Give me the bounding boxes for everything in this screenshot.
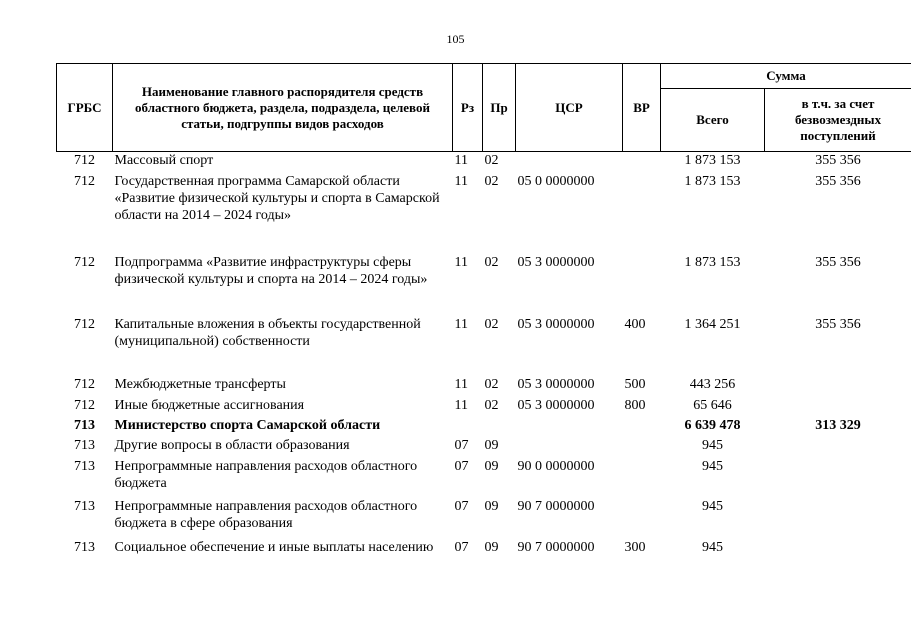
header-name: Наименование главного распорядителя средств областного бюджета, раздела, подраздела, целевой статьи, подгруппы видов расходов: [113, 64, 453, 152]
grbs-cell: 713: [74, 539, 95, 555]
csr-cell: 05 3 0000000: [517, 254, 595, 270]
csr-cell: 90 7 0000000: [517, 539, 595, 555]
free-cell: 355 356: [815, 254, 861, 270]
free-cell: [765, 539, 911, 575]
total-cell: 443 256: [689, 376, 736, 392]
pr-cell: 02: [484, 173, 499, 189]
total-cell: 1 873 153: [684, 254, 741, 270]
header-total: Всего: [661, 89, 765, 152]
pr-cell: 09: [484, 458, 499, 474]
header-grbs: ГРБС: [57, 64, 113, 152]
grbs-cell: 713: [74, 417, 95, 433]
name-cell: Социальное обеспечение и иные выплаты населению: [114, 539, 434, 555]
header-sum: Сумма: [661, 64, 911, 89]
table-body: [57, 152, 911, 575]
page-number: 105: [446, 32, 465, 46]
grbs-cell: 713: [74, 437, 95, 453]
vr-cell: [623, 498, 661, 539]
table-header: [57, 64, 911, 152]
free-cell: [765, 458, 911, 498]
total-cell: 945: [702, 458, 723, 474]
header-rz: Рз: [453, 64, 483, 152]
free-cell: 313 329: [815, 417, 861, 433]
grbs-cell: 712: [74, 316, 95, 332]
rz-cell: 07: [454, 498, 469, 514]
table-row: [57, 417, 911, 437]
rz-cell: [453, 417, 483, 437]
rz-cell: 11: [454, 316, 468, 332]
total-cell: 65 646: [693, 397, 732, 413]
table-row: [57, 539, 911, 575]
table-row: [57, 316, 911, 376]
name-cell: Межбюджетные трансферты: [114, 376, 286, 392]
rz-cell: 07: [454, 539, 469, 555]
vr-cell: 300: [624, 539, 646, 555]
grbs-cell: 713: [74, 498, 95, 514]
name-cell: Непрограммные направления расходов областного бюджета: [114, 458, 418, 491]
csr-cell: 90 7 0000000: [517, 498, 595, 514]
csr-cell: 90 0 0000000: [517, 458, 595, 474]
pr-cell: 02: [484, 376, 499, 392]
total-cell: 945: [702, 539, 723, 555]
header-pr: Пр: [483, 64, 516, 152]
pr-cell: 09: [484, 539, 499, 555]
rz-cell: 11: [454, 254, 468, 270]
pr-cell: 02: [484, 316, 499, 332]
vr-cell: [623, 173, 661, 254]
table-row: [57, 254, 911, 316]
table-row: [57, 437, 911, 458]
csr-cell: 05 0 0000000: [517, 173, 595, 189]
grbs-cell: 712: [74, 254, 95, 270]
vr-cell: 800: [624, 397, 646, 413]
rz-cell: 11: [454, 397, 468, 413]
free-cell: 355 356: [815, 316, 861, 332]
csr-cell: [516, 417, 623, 437]
free-cell: [765, 376, 911, 397]
grbs-cell: 712: [74, 153, 95, 168]
csr-cell: [516, 437, 623, 458]
header-free: в т.ч. за счет безвозмездных поступлений: [765, 89, 911, 152]
rz-cell: 07: [454, 458, 469, 474]
name-cell: Министерство спорта Самарской области: [114, 417, 381, 433]
vr-cell: [623, 458, 661, 498]
table-row: [57, 397, 911, 417]
grbs-cell: 712: [74, 376, 95, 392]
vr-cell: 400: [624, 316, 646, 332]
csr-cell: 05 3 0000000: [517, 316, 595, 332]
total-cell: 945: [702, 437, 723, 453]
header-vr: ВР: [623, 64, 661, 152]
pr-cell: 09: [484, 498, 499, 514]
name-cell: Капитальные вложения в объекты государственной (муниципальной) собственности: [114, 316, 421, 349]
free-cell: 355 356: [815, 173, 861, 189]
free-cell: [765, 437, 911, 458]
free-cell: [765, 397, 911, 417]
vr-cell: [623, 437, 661, 458]
total-cell: 945: [702, 498, 723, 514]
name-cell: Массовый спорт: [114, 153, 214, 168]
total-cell: 1 873 153: [684, 173, 741, 189]
name-cell: Другие вопросы в области образования: [114, 437, 350, 453]
total-cell: 1 873 153: [684, 153, 741, 168]
free-cell: [765, 498, 911, 539]
pr-cell: [483, 417, 516, 437]
csr-cell: 05 3 0000000: [517, 376, 595, 392]
total-cell: 6 639 478: [684, 417, 741, 433]
pr-cell: 02: [484, 153, 499, 168]
grbs-cell: 712: [74, 173, 95, 189]
budget-table: [56, 63, 911, 575]
vr-cell: [623, 152, 661, 173]
table-row: [57, 458, 911, 498]
name-cell: Непрограммные направления расходов областного бюджета в сфере образования: [114, 498, 418, 531]
grbs-cell: 713: [74, 458, 95, 474]
rz-cell: 11: [454, 173, 468, 189]
name-cell: Государственная программа Самарской области «Развитие физической культуры и спорта в Самарской области на 2014 – 2024 годы»: [114, 173, 440, 223]
table-row: [57, 152, 911, 173]
pr-cell: 02: [484, 254, 499, 270]
vr-cell: 500: [624, 376, 646, 392]
pr-cell: 02: [484, 397, 499, 413]
rz-cell: 11: [454, 376, 468, 392]
rz-cell: 07: [454, 437, 469, 453]
csr-cell: 05 3 0000000: [517, 397, 595, 413]
csr-cell: [516, 152, 623, 173]
pr-cell: 09: [484, 437, 499, 453]
rz-cell: 11: [454, 153, 468, 168]
header-csr: ЦСР: [516, 64, 623, 152]
name-cell: Подпрограмма «Развитие инфраструктуры сферы физической культуры и спорта на 2014 – 2024 годы»: [114, 254, 428, 287]
table-row: [57, 376, 911, 397]
vr-cell: [623, 417, 661, 437]
table-row: [57, 498, 911, 539]
name-cell: Иные бюджетные ассигнования: [114, 397, 305, 413]
free-cell: 355 356: [815, 153, 861, 168]
vr-cell: [623, 254, 661, 316]
grbs-cell: 712: [74, 397, 95, 413]
table-row: [57, 173, 911, 254]
total-cell: 1 364 251: [684, 316, 741, 332]
